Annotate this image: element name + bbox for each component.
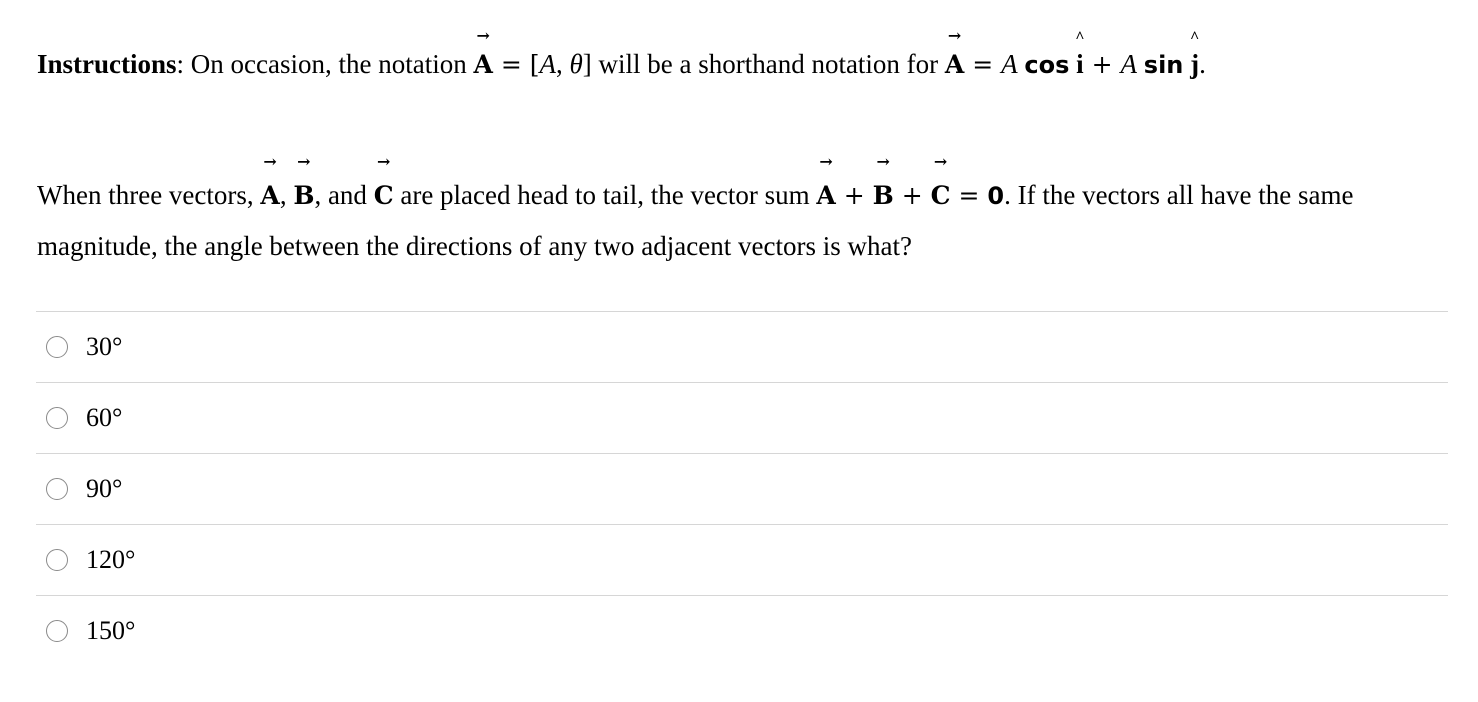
option-label[interactable]: 30° [86, 332, 123, 361]
option-label[interactable]: 60° [86, 403, 123, 432]
sum-vector-c: → C [931, 171, 951, 221]
instructions [37, 44, 1206, 85]
radio-button-icon[interactable] [46, 478, 68, 500]
instructions-label: Instructions [37, 49, 177, 79]
plus-2: + [893, 181, 931, 210]
question-text [37, 170, 1447, 271]
radio-button-icon[interactable] [46, 407, 68, 429]
equals: = [964, 50, 1002, 79]
magnitude-a-3: A [1120, 49, 1138, 79]
cos-function: cos [1024, 51, 1070, 79]
radio-button-icon[interactable] [46, 549, 68, 571]
question-text-1: When three vectors, [37, 180, 261, 210]
radio-button-icon[interactable] [46, 620, 68, 642]
question-text-3: . If the vectors all have the same magnitude, the angle between the directions of any two adjacent vectors is what? [37, 180, 1354, 261]
equals: = [950, 181, 988, 210]
radio-button-icon[interactable] [46, 336, 68, 358]
vector-c: → C [374, 171, 394, 221]
answer-option[interactable] [36, 311, 1448, 382]
option-label[interactable]: 120° [86, 545, 136, 574]
plus: + [1083, 50, 1121, 79]
zero-vector: 0 [987, 182, 1005, 210]
plus-1: + [835, 181, 873, 210]
sin-function: sin [1143, 51, 1184, 79]
comma: , [555, 49, 570, 79]
vector-a: → A [473, 45, 492, 85]
instructions-text-2: ] will be a shorthand notation for [582, 49, 945, 79]
answer-option[interactable] [36, 453, 1448, 524]
separator-2: , and [314, 180, 374, 210]
theta-symbol: θ [569, 49, 583, 79]
vector-b: → B [293, 171, 314, 221]
sum-vector-b: → B [873, 171, 894, 221]
sum-vector-a: → A [816, 171, 835, 221]
magnitude-a-2: A [1001, 49, 1018, 79]
magnitude-a: A [539, 49, 556, 79]
option-label[interactable]: 150° [86, 616, 136, 645]
answer-options [36, 311, 1448, 666]
unit-vector-i: ^ i [1076, 44, 1084, 84]
period: . [1199, 49, 1206, 79]
answer-option[interactable] [36, 524, 1448, 595]
answer-option[interactable] [36, 382, 1448, 453]
question-text-2: are placed head to tail, the vector sum [393, 180, 817, 210]
equals-bracket: = [ [492, 50, 540, 79]
option-label[interactable]: 90° [86, 474, 123, 503]
separator-1: , [279, 180, 294, 210]
vector-a-2: → A [945, 45, 964, 85]
instructions-text-1: : On occasion, the notation [176, 49, 474, 79]
vector-a: → A [260, 171, 279, 221]
unit-vector-j: ^ j [1190, 44, 1199, 84]
answer-option[interactable] [36, 595, 1448, 666]
